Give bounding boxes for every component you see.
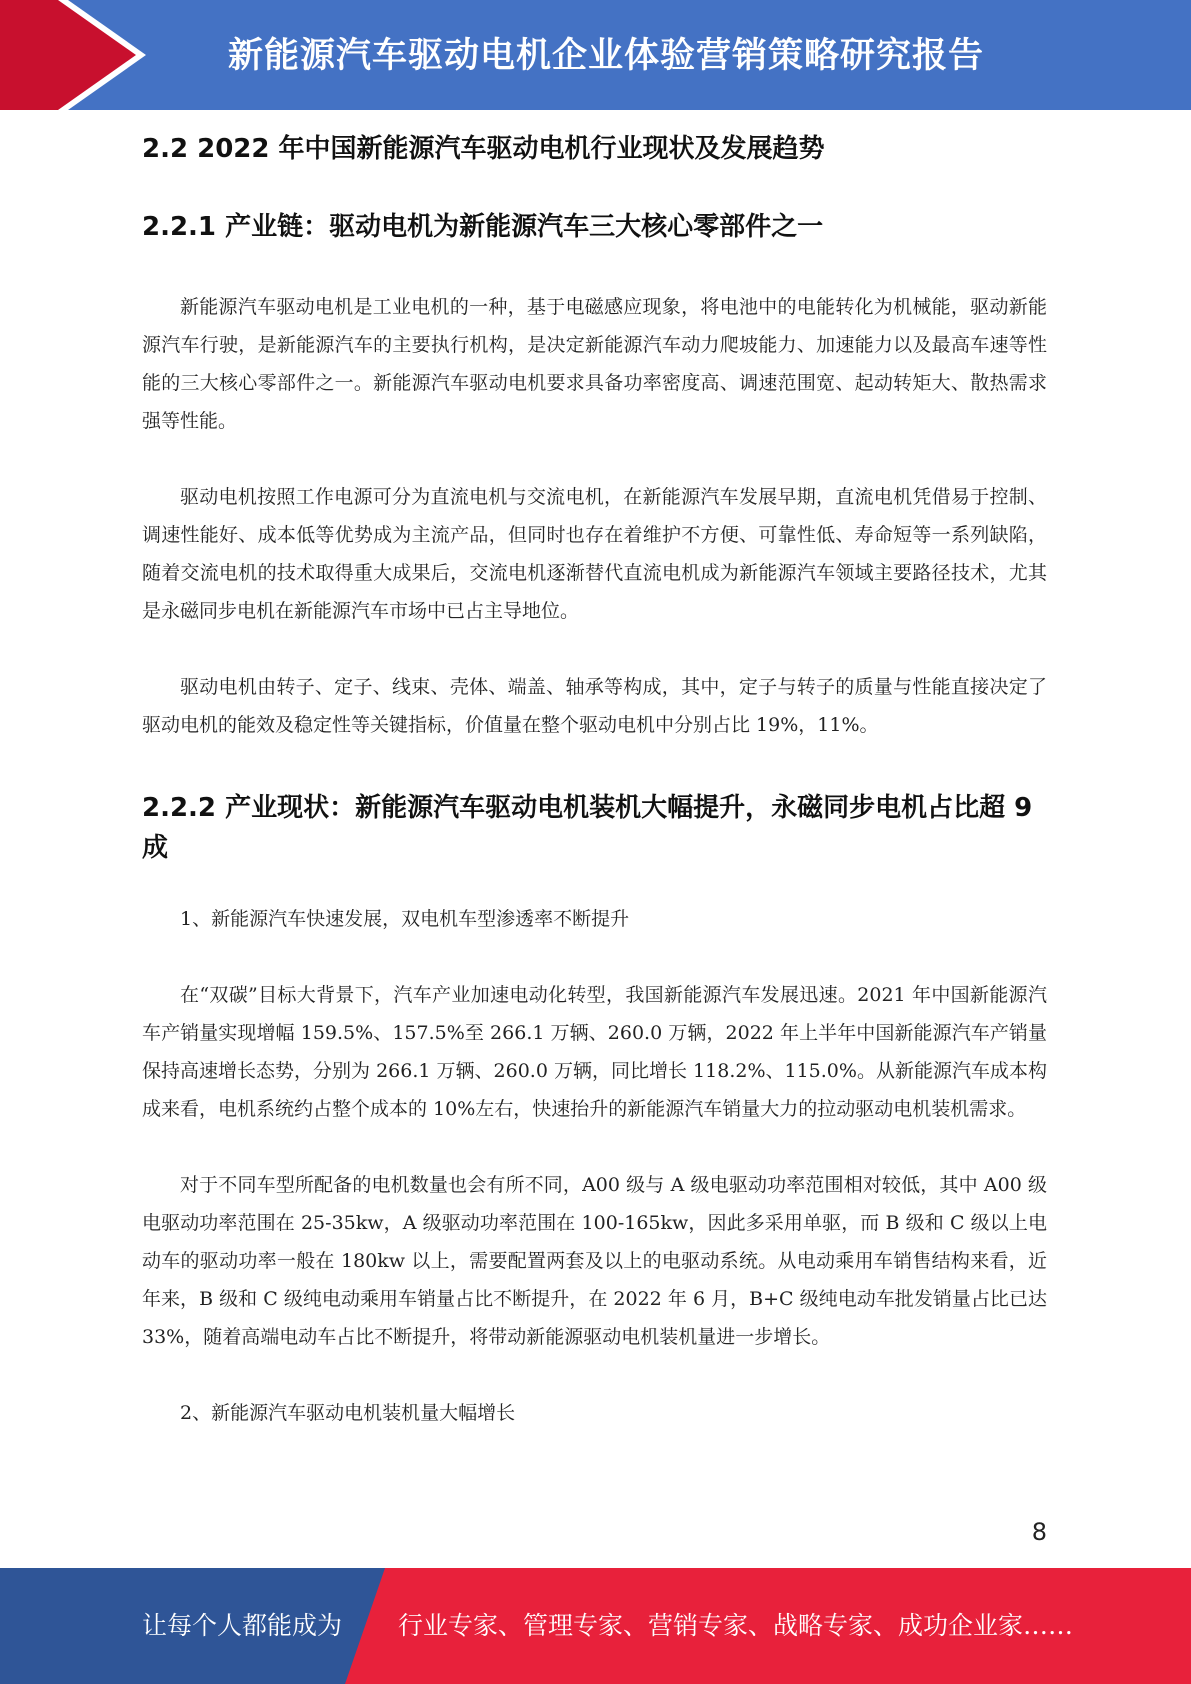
footer-slogan-left: 让每个人都能成为: [142, 1611, 343, 1640]
header-chevron-icon: [0, 0, 160, 110]
page-header: [0, 0, 1191, 110]
section-title-2-2-2: 2.2.2 产业现状：新能源汽车驱动电机装机大幅提升，永磁同步电机占比超 9 成: [142, 793, 1033, 863]
page-number: 8: [1031, 1518, 1047, 1546]
paragraph: 驱动电机由转子、定子、线束、壳体、端盖、轴承等构成，其中，定子与转子的质量与性能直接决定了驱动电机的能效及稳定性等关键指标，价值量在整个驱动电机中分别占比 19%，11%。: [142, 676, 1047, 736]
paragraph: 对于不同车型所配备的电机数量也会有所不同，A00 级与 A 级电驱动功率范围相对较低，其中 A00 级电驱动功率范围在 25-35kw，A 级驱动功率范围在 100-165kw，因此多采用单驱，而 B 级和 C 级以上电动车的驱动功率一般在 180kw 以上，需要配置两套及以上的电驱动系统。从电动乘用车销售结构来看，近年来，B 级和 C 级纯电动乘用车销量占比不断提升，在 2022 年 6 月，B+C 级纯电动车批发销量占比已达 33%，随着高端电动车占比不断提升，将带动新能源驱动电机装机量进一步增长。: [142, 1174, 1047, 1348]
paragraph: 新能源汽车驱动电机是工业电机的一种，基于电磁感应现象，将电池中的电能转化为机械能，驱动新能源汽车行驶，是新能源汽车的主要执行机构，是决定新能源汽车动力爬坡能力、加速能力以及最高车速等性能的三大核心零部件之一。新能源汽车驱动电机要求具备功率密度高、调速范围宽、起动转矩大、散热需求强等性能。: [142, 296, 1047, 432]
section-title-2-2: 2.2 2022 年中国新能源汽车驱动电机行业现状及发展趋势: [142, 134, 825, 164]
list-item: 1、新能源汽车快速发展，双电机车型渗透率不断提升: [180, 908, 630, 930]
header-title: 新能源汽车驱动电机企业体验营销策略研究报告: [228, 36, 985, 76]
page-footer: [0, 1568, 1191, 1684]
paragraph: 在“双碳”目标大背景下，汽车产业加速电动化转型，我国新能源汽车发展迅速。2021 年中国新能源汽车产销量实现增幅 159.5%、157.5%至 266.1 万辆、260.0 万辆，2022 年上半年中国新能源汽车产销量保持高速增长态势，分别为 266.1 万辆、260.0 万辆，同比增长 118.2%、115.0%。从新能源汽车成本构成来看，电机系统约占整个成本的 10%左右，快速抬升的新能源汽车销量大力的拉动驱动电机装机需求。: [142, 984, 1047, 1120]
section-title-2-2-1: 2.2.1 产业链：驱动电机为新能源汽车三大核心零部件之一: [142, 212, 824, 242]
main-content: [142, 128, 1047, 1470]
list-item: 2、新能源汽车驱动电机装机量大幅增长: [180, 1402, 516, 1424]
footer-slogan-right: 行业专家、管理专家、营销专家、战略专家、成功企业家……: [398, 1611, 1074, 1640]
paragraph: 驱动电机按照工作电源可分为直流电机与交流电机，在新能源汽车发展早期，直流电机凭借易于控制、调速性能好、成本低等优势成为主流产品，但同时也存在着维护不方便、可靠性低、寿命短等一系列缺陷，随着交流电机的技术取得重大成果后，交流电机逐渐替代直流电机成为新能源汽车领域主要路径技术，尤其是永磁同步电机在新能源汽车市场中已占主导地位。: [142, 486, 1047, 622]
